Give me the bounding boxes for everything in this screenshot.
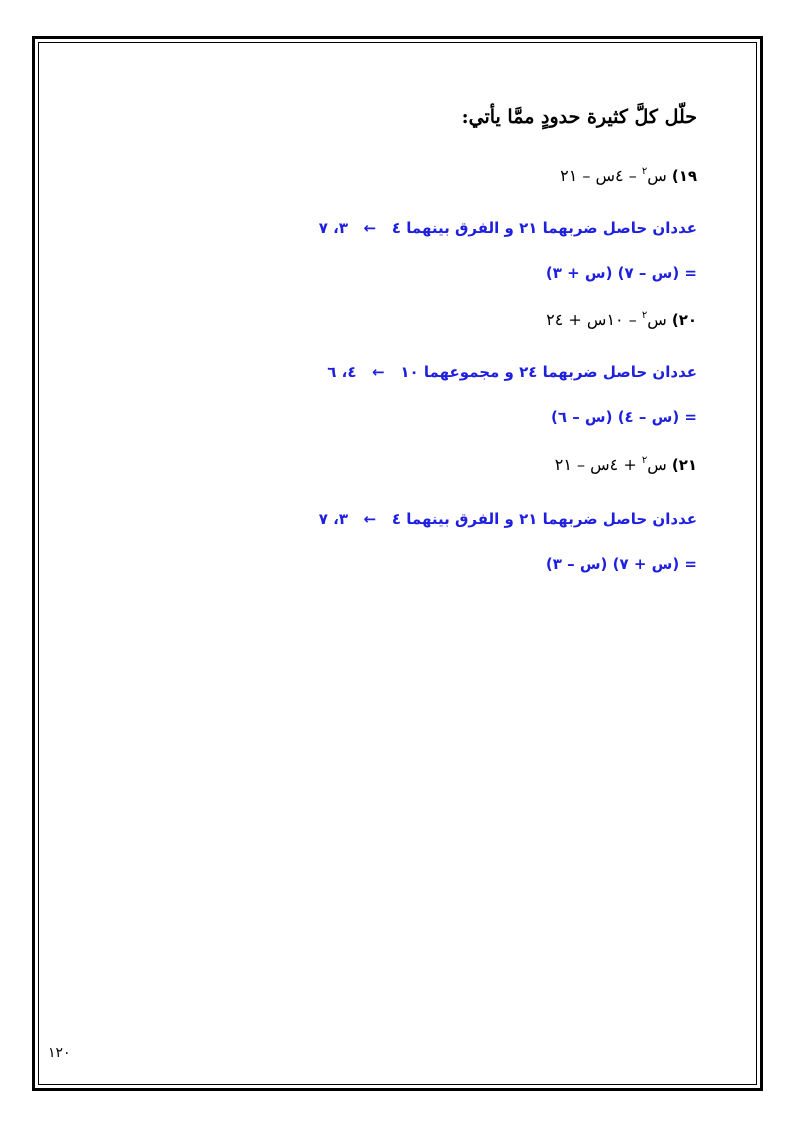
solution-step: عددان حاصل ضربهما ٢١ و الفرق بينهما ٤ ← ٣، ٧ xyxy=(318,510,697,528)
problem-20 xyxy=(546,310,697,329)
problem-number: ٢١) xyxy=(671,456,697,474)
problem-exponent: ٢ xyxy=(641,455,648,466)
exercise-heading: حلّل كلَّ كثيرة حدودٍ ممَّا يأتي: xyxy=(461,106,697,128)
problem-number: ١٩) xyxy=(671,167,697,185)
page-number: ١٢٠ xyxy=(48,1045,71,1061)
solution-result: = (س – ٤) (س – ٦) xyxy=(550,408,697,426)
solution-step: عددان حاصل ضربهما ٢٤ و مجموعهما ١٠ ← ٤، ٦ xyxy=(327,363,697,381)
problem-exponent: ٢ xyxy=(641,310,648,321)
problem-expression-rest: + ٤س – ٢١ xyxy=(554,455,637,474)
problem-expression-rest: – ١٠س + ٢٤ xyxy=(546,310,637,329)
problem-expression-var: س xyxy=(647,166,667,185)
problem-expression-rest: – ٤س – ٢١ xyxy=(560,166,637,185)
problem-expression-var: س xyxy=(647,455,667,474)
solution-result: = (س + ٧) (س – ٣) xyxy=(545,555,697,573)
problem-number: ٢٠) xyxy=(671,311,697,329)
problem-21 xyxy=(555,455,697,474)
solution-step: عددان حاصل ضربهما ٢١ و الفرق بينهما ٤ ← ٣، ٧ xyxy=(318,219,697,237)
problem-19 xyxy=(560,166,697,185)
problem-exponent: ٢ xyxy=(641,166,648,177)
solution-result: = (س – ٧) (س + ٣) xyxy=(545,264,697,282)
problem-expression-var: س xyxy=(647,310,667,329)
